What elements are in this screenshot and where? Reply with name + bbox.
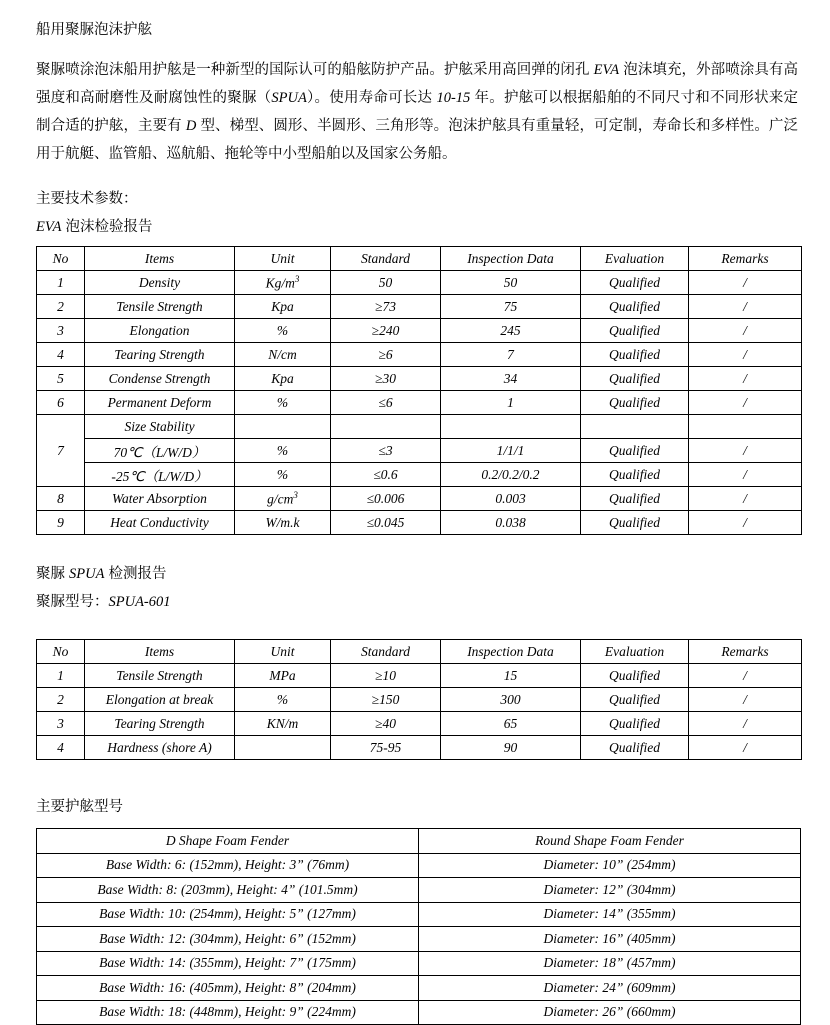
cell-data: 34: [441, 367, 581, 391]
cell-unit: %: [235, 439, 331, 463]
table-row-size-stability-title: [37, 415, 802, 439]
cell-standard: ≥73: [331, 295, 441, 319]
cell-item: Elongation at break: [85, 688, 235, 712]
cell-unit: MPa: [235, 664, 331, 688]
cell-standard: ≤0.006: [331, 487, 441, 511]
cell-standard: ≥150: [331, 688, 441, 712]
cell-remarks: /: [689, 688, 802, 712]
cell-unit: [235, 487, 331, 511]
cell-item: Heat Conductivity: [85, 511, 235, 535]
page-title: 船用聚脲泡沫护舷: [36, 22, 152, 38]
cell-no: 2: [37, 688, 85, 712]
col-standard: Standard: [331, 247, 441, 271]
cell-standard: ≥6: [331, 343, 441, 367]
cell-item: Elongation: [85, 319, 235, 343]
cell-item: Size Stability: [85, 415, 235, 439]
table-row: [37, 295, 802, 319]
cell-unit: [235, 271, 331, 295]
cell-data: 75: [441, 295, 581, 319]
table-row: [37, 712, 802, 736]
cell-standard: ≤6: [331, 391, 441, 415]
cell-data: 1/1/1: [441, 439, 581, 463]
spua-model-line: [36, 589, 800, 615]
spua-heading-rest: 检测报告: [104, 566, 167, 582]
table-header-row: [37, 640, 802, 664]
cell-no: 7: [37, 415, 85, 487]
cell-evaluation: Qualified: [581, 712, 689, 736]
cell-d-shape: Base Width: 10: (254mm), Height: 5” (127mm): [37, 902, 419, 927]
cell-no: 4: [37, 736, 85, 760]
cell-no: 1: [37, 664, 85, 688]
params-heading: 主要技术参数：: [36, 191, 138, 207]
table-row: [37, 1000, 801, 1025]
spua-inspection-table: [36, 639, 802, 760]
col-evaluation: Evaluation: [581, 640, 689, 664]
cell-data: 15: [441, 664, 581, 688]
cell-data: 1: [441, 391, 581, 415]
col-items: Items: [85, 247, 235, 271]
cell-no: 9: [37, 511, 85, 535]
intro-text-5: 型、梯型、圆形、半圆形、三角形等。泡沫护舷具有重量轻，可定制，寿命长和多样性。广泛用于航艇、监管船、巡航船、拖轮等中小型船舶以及国家公务船。: [36, 118, 799, 162]
table-row: [37, 878, 801, 903]
table-row: [37, 343, 802, 367]
cell-data: 7: [441, 343, 581, 367]
cell-round-shape: Diameter: 26” (660mm): [419, 1000, 801, 1025]
cell-data: 65: [441, 712, 581, 736]
cell-item: Permanent Deform: [85, 391, 235, 415]
spua-heading-cn: 聚脲: [36, 566, 70, 582]
cell-standard: ≤3: [331, 439, 441, 463]
cell-no: 3: [37, 319, 85, 343]
cell-unit-text: g/cm: [267, 491, 294, 507]
cell-evaluation: Qualified: [581, 295, 689, 319]
cell-standard: ≤0.045: [331, 511, 441, 535]
col-round-shape: Round Shape Foam Fender: [419, 829, 801, 854]
cell-evaluation: Qualified: [581, 736, 689, 760]
cell-remarks: /: [689, 271, 802, 295]
cell-unit-sup: 3: [293, 489, 298, 500]
spua-report-heading: [36, 561, 800, 587]
cell-evaluation: Qualified: [581, 271, 689, 295]
spacer: [32, 760, 800, 794]
table-row: [37, 688, 802, 712]
cell-standard: ≥240: [331, 319, 441, 343]
cell-unit-sup: 3: [294, 273, 300, 284]
col-items: Items: [85, 640, 235, 664]
fender-models-heading: 主要护舷型号: [36, 799, 123, 815]
cell-unit: %: [235, 391, 331, 415]
cell-evaluation: Qualified: [581, 463, 689, 487]
cell-round-shape: Diameter: 16” (405mm): [419, 927, 801, 952]
intro-text-3: ）。使用寿命可长达: [306, 90, 437, 106]
fender-models-table: [36, 828, 801, 1025]
cell-d-shape: Base Width: 16: (405mm), Height: 8” (204mm): [37, 976, 419, 1001]
cell-data: 245: [441, 319, 581, 343]
cell-no: 3: [37, 712, 85, 736]
cell-unit: %: [235, 463, 331, 487]
cell-standard: ≥40: [331, 712, 441, 736]
cell-remarks: /: [689, 511, 802, 535]
table-row: [37, 271, 802, 295]
cell-standard: [331, 415, 441, 439]
cell-d-shape: Base Width: 14: (355mm), Height: 7” (175mm): [37, 951, 419, 976]
eva-report-heading-rest: 泡沫检验报告: [61, 219, 153, 235]
cell-item: -25℃（L/W/D）: [85, 463, 235, 487]
col-d-shape: D Shape Foam Fender: [37, 829, 419, 854]
cell-evaluation: Qualified: [581, 511, 689, 535]
cell-evaluation: Qualified: [581, 688, 689, 712]
cell-evaluation: Qualified: [581, 319, 689, 343]
cell-round-shape: Diameter: 10” (254mm): [419, 853, 801, 878]
cell-unit: W/m.k: [235, 511, 331, 535]
cell-d-shape: Base Width: 6: (152mm), Height: 3” (76mm): [37, 853, 419, 878]
cell-remarks: [689, 415, 802, 439]
intro-text-2: 泡沫填充，外部喷涂具有高强度和高耐磨性及耐腐蚀性的聚脲（: [36, 62, 798, 106]
cell-remarks: /: [689, 367, 802, 391]
cell-remarks: /: [689, 712, 802, 736]
cell-data: 0.003: [441, 487, 581, 511]
cell-evaluation: Qualified: [581, 664, 689, 688]
cell-round-shape: Diameter: 14” (355mm): [419, 902, 801, 927]
table-header-row: [37, 829, 801, 854]
intro-text-1: 聚脲喷涂泡沫船用护舷是一种新型的国际认可的船舷防护产品。护舷采用高回弹的闭孔: [36, 62, 594, 78]
table-row: [37, 736, 802, 760]
cell-evaluation: [581, 415, 689, 439]
cell-round-shape: Diameter: 18” (457mm): [419, 951, 801, 976]
table-row: [37, 391, 802, 415]
cell-data: [441, 415, 581, 439]
cell-remarks: /: [689, 487, 802, 511]
cell-unit: KN/m: [235, 712, 331, 736]
intro-paragraph: [36, 56, 798, 168]
cell-unit: Kpa: [235, 295, 331, 319]
cell-data: 0.2/0.2/0.2: [441, 463, 581, 487]
cell-standard: ≤0.6: [331, 463, 441, 487]
col-unit: Unit: [235, 247, 331, 271]
intro-em-dtype: D: [185, 118, 197, 134]
cell-standard: 75-95: [331, 736, 441, 760]
cell-unit: %: [235, 319, 331, 343]
cell-item: Tensile Strength: [85, 664, 235, 688]
spua-heading-em: SPUA: [69, 566, 105, 582]
cell-standard: ≥10: [331, 664, 441, 688]
table-row: [37, 927, 801, 952]
cell-item: Water Absorption: [85, 487, 235, 511]
cell-data: 90: [441, 736, 581, 760]
cell-unit: %: [235, 688, 331, 712]
spua-model-label: 聚脲型号：: [36, 594, 109, 610]
cell-no: 2: [37, 295, 85, 319]
table-row: [37, 367, 802, 391]
cell-evaluation: Qualified: [581, 439, 689, 463]
cell-item: Tearing Strength: [85, 343, 235, 367]
intro-em-lifespan: 10-15: [436, 90, 471, 106]
cell-item: Tearing Strength: [85, 712, 235, 736]
cell-remarks: /: [689, 343, 802, 367]
cell-unit-text: Kg/m: [265, 275, 295, 291]
table-row: [37, 511, 802, 535]
cell-d-shape: Base Width: 8: (203mm), Height: 4” (101.5mm): [37, 878, 419, 903]
col-standard: Standard: [331, 640, 441, 664]
intro-text-4: 年。护舷可以根据船舶的不同尺寸和不同形状来定制合适的护舷，主要有: [36, 90, 799, 134]
eva-report-heading: [36, 214, 800, 240]
table-row: [37, 439, 802, 463]
cell-no: 8: [37, 487, 85, 511]
col-remarks: Remarks: [689, 247, 802, 271]
cell-evaluation: Qualified: [581, 367, 689, 391]
cell-item: Hardness (shore A): [85, 736, 235, 760]
cell-no: 5: [37, 367, 85, 391]
col-unit: Unit: [235, 640, 331, 664]
cell-item: 70℃（L/W/D）: [85, 439, 235, 463]
cell-item: Tensile Strength: [85, 295, 235, 319]
cell-item: Density: [85, 271, 235, 295]
cell-standard: ≥30: [331, 367, 441, 391]
spacer: [32, 535, 800, 561]
cell-evaluation: Qualified: [581, 391, 689, 415]
table-row: [37, 853, 801, 878]
intro-em-spua: SPUA: [271, 90, 307, 106]
cell-data: 50: [441, 271, 581, 295]
table-header-row: [37, 247, 802, 271]
cell-d-shape: Base Width: 18: (448mm), Height: 9” (224mm): [37, 1000, 419, 1025]
col-no: No: [37, 247, 85, 271]
cell-d-shape: Base Width: 12: (304mm), Height: 6” (152mm): [37, 927, 419, 952]
cell-round-shape: Diameter: 24” (609mm): [419, 976, 801, 1001]
table-row: [37, 902, 801, 927]
spua-model-value: SPUA-601: [108, 594, 171, 610]
col-evaluation: Evaluation: [581, 247, 689, 271]
cell-remarks: /: [689, 295, 802, 319]
col-inspection-data: Inspection Data: [441, 247, 581, 271]
cell-unit: Kpa: [235, 367, 331, 391]
cell-standard: 50: [331, 271, 441, 295]
intro-em-eva: EVA: [593, 62, 620, 78]
cell-unit: [235, 736, 331, 760]
col-remarks: Remarks: [689, 640, 802, 664]
cell-unit: N/cm: [235, 343, 331, 367]
table-row: [37, 319, 802, 343]
cell-no: 6: [37, 391, 85, 415]
cell-remarks: /: [689, 736, 802, 760]
cell-evaluation: Qualified: [581, 487, 689, 511]
cell-evaluation: Qualified: [581, 343, 689, 367]
col-no: No: [37, 640, 85, 664]
cell-unit: [235, 415, 331, 439]
table-row: [37, 487, 802, 511]
cell-remarks: /: [689, 319, 802, 343]
col-inspection-data: Inspection Data: [441, 640, 581, 664]
table-row: [37, 951, 801, 976]
cell-remarks: /: [689, 439, 802, 463]
cell-no: 4: [37, 343, 85, 367]
spacer: [32, 617, 800, 633]
cell-remarks: /: [689, 391, 802, 415]
cell-remarks: /: [689, 664, 802, 688]
cell-remarks: /: [689, 463, 802, 487]
table-row: [37, 976, 801, 1001]
cell-item: Condense Strength: [85, 367, 235, 391]
eva-inspection-table: [36, 246, 802, 535]
table-row: [37, 664, 802, 688]
cell-data: 300: [441, 688, 581, 712]
cell-no: 1: [37, 271, 85, 295]
cell-data: 0.038: [441, 511, 581, 535]
cell-round-shape: Diameter: 12” (304mm): [419, 878, 801, 903]
table-row: [37, 463, 802, 487]
eva-report-heading-em: EVA: [36, 219, 62, 235]
